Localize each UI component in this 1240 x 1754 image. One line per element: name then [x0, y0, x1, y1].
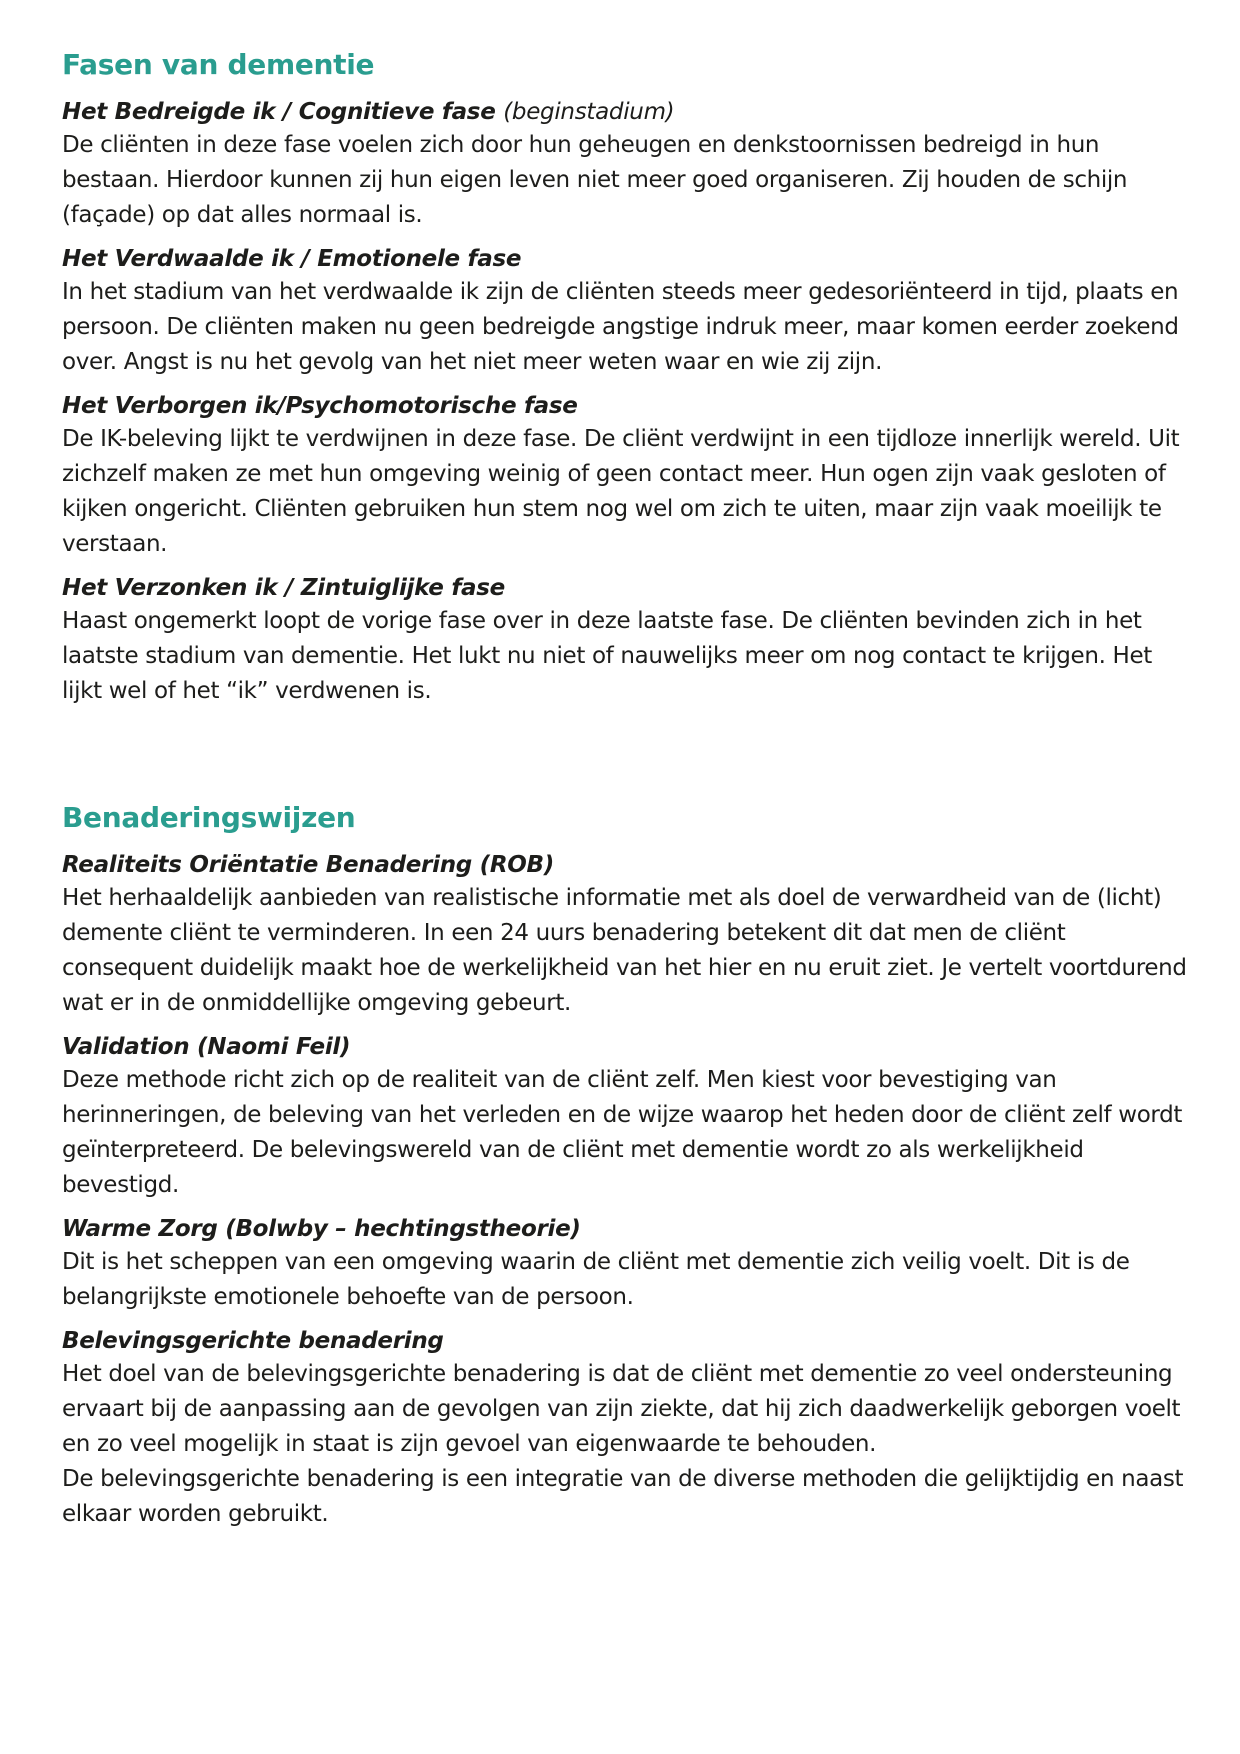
block-title: Het Verdwaalde ik / Emotionele fase — [62, 246, 522, 272]
block-title — [62, 96, 1192, 128]
block-title-text: Het Bedreigde ik / Cognitieve fase — [62, 99, 496, 125]
block-verborgen-ik — [62, 390, 1192, 562]
block-paragraph: Haast ongemerkt loopt de vorige fase over in deze laatste fase. De cliënten bevinden zich in het laatste stadium van dementie. Het lukt nu niet of nauwelijks meer om nog contact te krijgen. Het lijkt wel of het “ik” verdwenen is. — [62, 608, 1152, 704]
block-paragraph: De belevingsgerichte benadering is een integratie van de diverse methoden die gelijktijdig en naast elkaar worden gebruikt. — [62, 1466, 1184, 1527]
block-warme-zorg — [62, 1213, 1192, 1315]
block-title: Het Verzonken ik / Zintuiglijke fase — [62, 575, 505, 601]
block-paragraph: In het stadium van het verdwaalde ik zijn de cliënten steeds meer gedesoriënteerd in tijd, plaats en persoon. De cliënten maken nu geen bedreigde angstige indruk meer, maar komen eerder zoekend over. Angst is nu het gevolg van het niet meer weten waar en wie zij zijn. — [62, 279, 1179, 375]
block-title-note: (beginstadium) — [503, 99, 675, 125]
block-title: Het Verborgen ik/Psychomotorische fase — [62, 393, 578, 419]
section-title: Benaderingswijzen — [62, 801, 356, 834]
block-paragraph: Het herhaaldelijk aanbieden van realistische informatie met als doel de verwardheid van de (licht) demente cliënt te verminderen. In een 24 uurs benadering betekent dit dat men de cliënt consequent duidelijk maakt hoe de werkelijkheid van het hier en nu eruit ziet. Je vertelt voortdurend wat er in de onmiddellijke omgeving gebeurt. — [62, 885, 1187, 1016]
block-title: Realiteits Oriëntatie Benadering (ROB) — [62, 852, 554, 878]
block-title: Warme Zorg (Bolwby – hechtingstheorie) — [62, 1216, 581, 1242]
section-benaderingswijzen — [62, 801, 1192, 1532]
block-paragraph: De IK-beleving lijkt te verdwijnen in deze fase. De cliënt verdwijnt in een tijdloze innerlijk wereld. Uit zichzelf maken ze met hun omgeving weinig of geen contact meer. Hun ogen zijn vaak gesloten of kijken ongericht. Cliënten gebruiken hun stem nog wel om zich te uiten, maar zijn vaak moeilijk te verstaan. — [62, 426, 1180, 557]
block-validation — [62, 1031, 1192, 1203]
block-verzonken-ik — [62, 572, 1192, 709]
block-paragraph: Deze methode richt zich op de realiteit van de cliënt zelf. Men kiest voor bevestiging van herinneringen, de beleving van het verleden en de wijze waarop het heden door de cliënt zelf wordt geïnterpreteerd. De belevingswereld van de cliënt met dementie wordt zo als werkelijkheid bevestigd. — [62, 1067, 1183, 1198]
block-bedreigde-ik — [62, 96, 1192, 233]
block-paragraph: De cliënten in deze fase voelen zich door hun geheugen en denkstoornissen bedreigd in hun bestaan. Hierdoor kunnen zij hun eigen leven niet meer goed organiseren. Zij houden de schijn (façade) op dat alles normaal is. — [62, 132, 1128, 228]
section-fasen — [62, 48, 1192, 709]
block-title: Validation (Naomi Feil) — [62, 1034, 351, 1060]
block-paragraph: Dit is het scheppen van een omgeving waarin de cliënt met dementie zich veilig voelt. Dit is de belangrijkste emotionele behoefte van de persoon. — [62, 1249, 1130, 1310]
block-paragraph: Het doel van de belevingsgerichte benadering is dat de cliënt met dementie zo veel ondersteuning ervaart bij de aanpassing aan de gevolgen van zijn ziekte, dat hij zich daadwerkelijk geborgen voelt en zo veel mogelijk in staat is zijn gevoel van eigenwaarde te behouden. — [62, 1361, 1181, 1457]
block-title: Belevingsgerichte benadering — [62, 1328, 444, 1354]
block-rob — [62, 849, 1192, 1021]
block-belevingsgericht — [62, 1325, 1192, 1532]
section-title: Fasen van dementie — [62, 48, 375, 81]
document-page — [62, 48, 1192, 1542]
block-verdwaalde-ik — [62, 243, 1192, 380]
